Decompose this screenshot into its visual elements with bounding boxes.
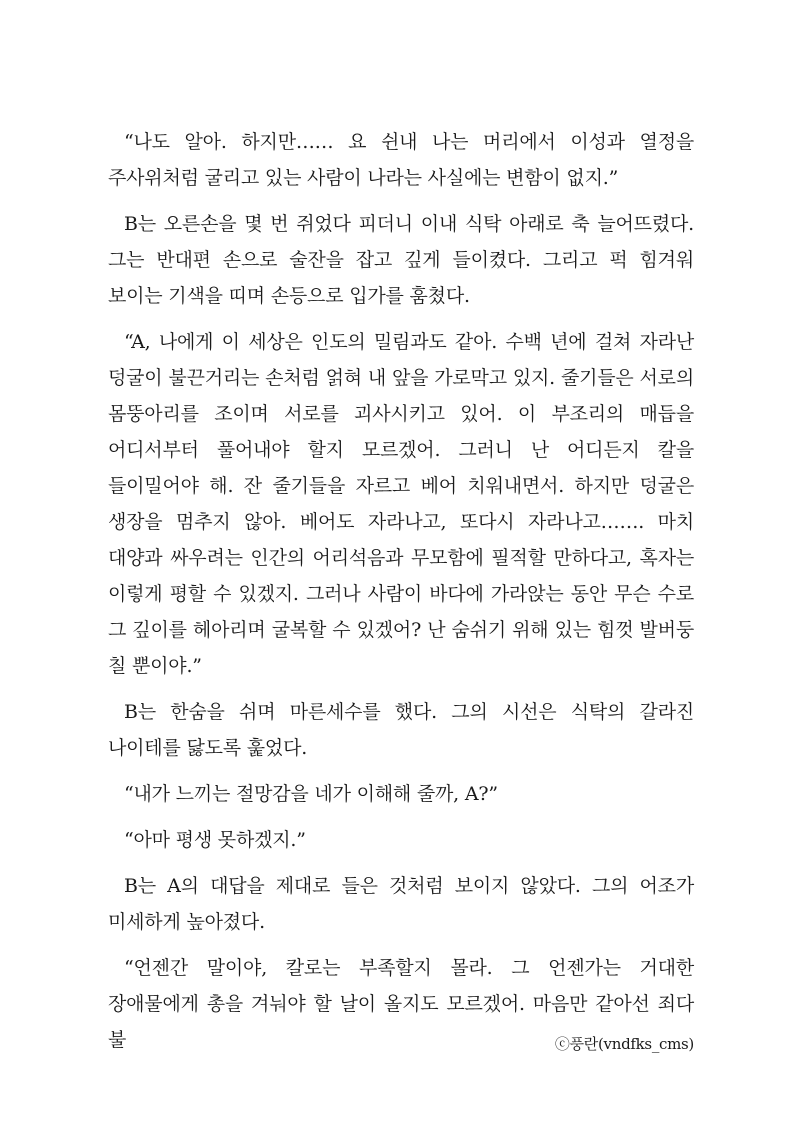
paragraph-narration-3: B는 A의 대답을 제대로 들은 것처럼 보이지 않았다. 그의 어조가 미세하게 높아졌다.: [108, 875, 694, 933]
paragraph-dialogue-4: “아마 평생 못하겠지.”: [124, 829, 306, 851]
paragraph-dialogue-3: “내가 느끼는 절망감을 네가 이해해 줄까, A?”: [124, 783, 498, 805]
paragraph-narration-2: B는 한숨을 쉬며 마른세수를 했다. 그의 시선은 식탁의 갈라진 나이테를 닳도록 훑었다.: [108, 701, 694, 759]
paragraph-dialogue-1: “나도 알아. 하지만…… 요 쉰내 나는 머리에서 이성과 열정을 주사위처럼 굴리고 있는 사람이 나라는 사실에는 변함이 없지.”: [108, 131, 694, 189]
paragraph-dialogue-2: “A, 나에게 이 세상은 인도의 밀림과도 같아. 수백 년에 걸쳐 자라난 덩굴이 불끈거리는 손처럼 얽혀 내 앞을 가로막고 있지. 줄기들은 서로의 몸뚱아리를 조이며 서로를 괴사시키고 있어. 이 부조리의 매듭을 어디서부터 풀어내야 할지 모르겠어. 그러니 난 어디든지 칼을 들이밀어야 해. 잔 줄기들을 자르고 베어 치워내면서. 하지만 덩굴은 생장을 멈추지 않아. 베어도 자라나고, 또다시 자라나고……. 마치 대양과 싸우려는 인간의 어리석음과 무모함에 필적할 만하다고, 혹자는 이렇게 평할 수 있겠지. 그러나 사람이 바다에 가라앉는 동안 무슨 수로 그 깊이를 헤아리며 굴복할 수 있겠어? 난 숨쉬기 위해 있는 힘껏 발버둥 칠 뿐이야.”: [108, 331, 694, 677]
paragraph-dialogue-5: “언젠간 말이야, 칼로는 부족할지 몰라. 그 언젠가는 거대한 장애물에게 총을 겨눠야 할 날이 올지도 모르겠어. 마음만 같아선 죄다 불: [108, 957, 694, 1051]
copyright-footer: ⓒ풍란(vndfks_cms): [554, 1035, 694, 1053]
paragraph-narration-1: B는 오른손을 몇 번 쥐었다 피더니 이내 식탁 아래로 축 늘어뜨렸다. 그는 반대편 손으로 술잔을 잡고 깊게 들이켰다. 그리고 퍽 힘겨워 보이는 기색을 띠며 손등으로 입가를 훔쳤다.: [108, 213, 694, 307]
